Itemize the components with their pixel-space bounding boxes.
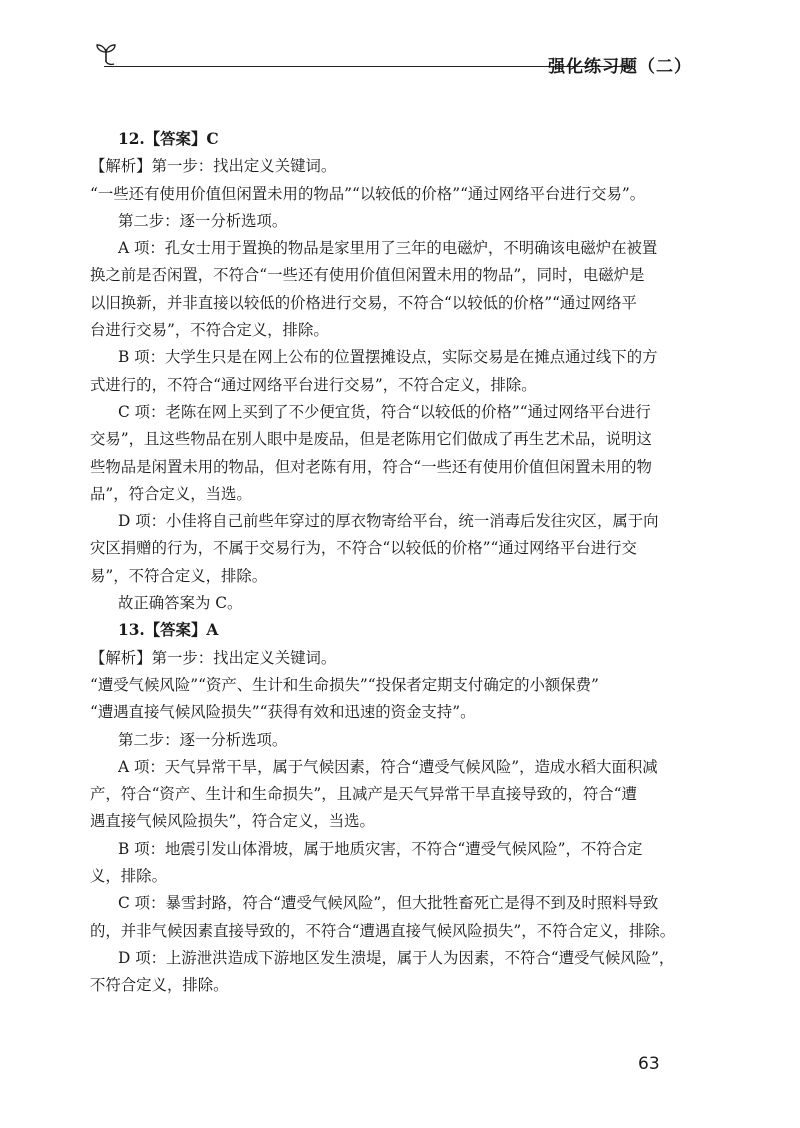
text-line: 品”，符合定义，当选。: [90, 484, 252, 503]
text-line: A 项：天气异常干旱，属于气候因素，符合“遭受气候风险”，造成水稻大面积减: [118, 757, 658, 776]
text-line: 台进行交易”，不符合定义，排除。: [90, 321, 329, 340]
text-line: 第二步：逐一分析选项。: [118, 730, 288, 749]
text-line: A 项：孔女士用于置换的物品是家里用了三年的电磁炉，不明确该电磁炉在被置: [118, 239, 658, 258]
text-line: “遭受气候风险”“资产、生计和生命损失”“投保者定期支付确定的小额保费”: [90, 675, 599, 694]
text-line: 易”，不符合定义，排除。: [90, 566, 268, 585]
text-line: 【解析】第一步：找出定义关键词。: [90, 648, 337, 667]
text-line: 式进行的，不符合“通过网络平台进行交易”，不符合定义，排除。: [90, 375, 537, 394]
page-header: [78, 36, 700, 76]
text-line: 故正确答案为 C。: [118, 594, 243, 613]
text-line: “一些还有使用价值但闲置未用的物品”“以较低的价格”“通过网络平台进行交易”。: [90, 184, 646, 203]
text-line: 产，符合“资产、生计和生命损失”，且减产是天气异常干旱直接导致的，符合“遭: [90, 785, 637, 804]
text-line: B 项：地震引发山体滑坡，属于地质灾害，不符合“遭受气候风险”，不符合定: [118, 839, 643, 858]
header-title: 强化练习题（二）: [548, 57, 692, 77]
text-line: 不符合定义，排除。: [90, 976, 229, 995]
text-line: D 项：上游泄洪造成下游地区发生溃堤，属于人为因素，不符合“遭受气候风险”，: [118, 948, 675, 967]
text-line: 以旧换新，并非直接以较低的价格进行交易，不符合“以较低的价格”“通过网络平: [90, 293, 637, 312]
text-line: “遭遇直接气候风险损失”“获得有效和迅速的资金支持”。: [90, 703, 476, 722]
text-line: 【解析】第一步：找出定义关键词。: [90, 157, 337, 176]
text-line: D 项：小佳将自己前些年穿过的厚衣物寄给平台，统一消毒后发往灾区，属于向: [118, 512, 659, 531]
text-line: C 项：老陈在网上买到了不少便宜货，符合“以较低的价格”“通过网络平台进行: [118, 402, 651, 421]
text-line: C 项：暴雪封路，符合“遭受气候风险”，但大批牲畜死亡是得不到及时照料导致: [118, 894, 659, 913]
text-line: 的，并非气候因素直接导致的，不符合“遭遇直接气候风险损失”，不符合定义，排除。: [90, 921, 676, 940]
page-content: [90, 126, 690, 1046]
text-line: 义，排除。: [90, 867, 167, 886]
text-line: B 项：大学生只是在网上公布的位置摆摊设点，实际交易是在摊点通过线下的方: [118, 348, 658, 367]
answer-heading-13: 13.【答案】A: [118, 621, 219, 640]
answer-heading-12: 12.【答案】C: [118, 130, 219, 148]
text-line: 些物品是闲置未用的物品，但对老陈有用，符合“一些还有使用价值但闲置未用的物: [90, 457, 652, 476]
page-number: 63: [638, 1054, 660, 1074]
text-line: 第二步：逐一分析选项。: [118, 211, 288, 230]
text-line: 交易”，且这些物品在别人眼中是废品，但是老陈用它们做成了再生艺术品，说明这: [90, 430, 652, 449]
sprout-icon: [92, 40, 120, 68]
text-line: 换之前是否闲置，不符合“一些还有使用价值但闲置未用的物品”，同时，电磁炉是: [90, 266, 645, 285]
text-line: 灾区捐赠的行为，不属于交易行为，不符合“以较低的价格”“通过网络平台进行交: [90, 539, 637, 558]
text-line: 遇直接气候风险损失”，符合定义，当选。: [90, 812, 375, 831]
